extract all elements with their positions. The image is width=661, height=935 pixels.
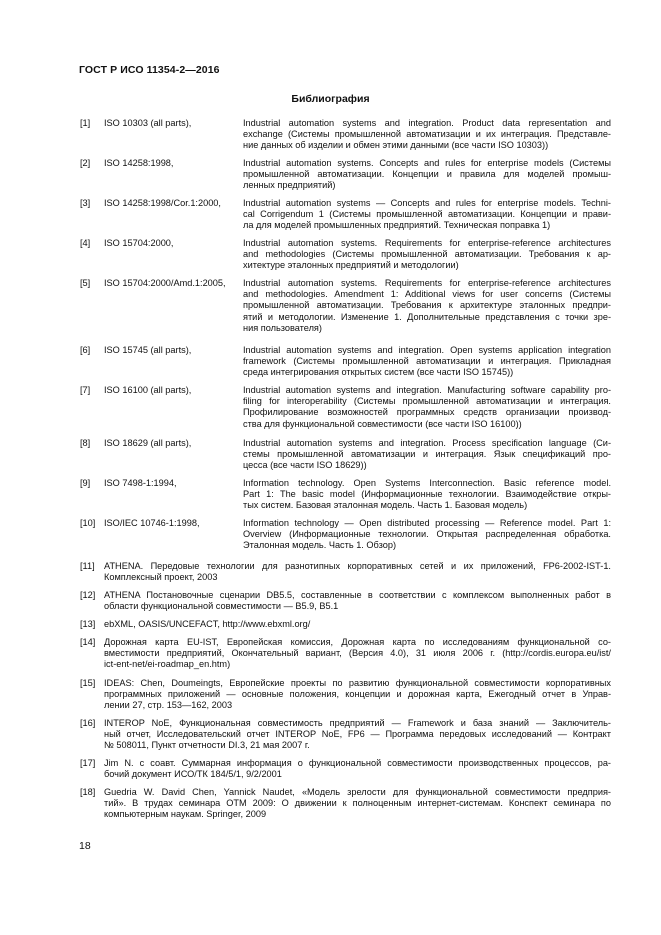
entry-standard-code: ISO 7498-1:1994, [104, 478, 177, 488]
entry-number: [1] [80, 118, 91, 128]
entry-text-line: области функциональной совместимости — B5.9, B5.1 [104, 601, 339, 612]
entry-text [104, 718, 611, 752]
entry-text-line: ленных предприятий) [243, 180, 336, 191]
entry-number: [7] [80, 385, 91, 395]
entry-text-line: ATHENA Постановочные сценарии DB5.5, составленные в соответствии с комплексом выполненных работ в [104, 590, 611, 600]
entry-text-line: ла для моделей промышленных предприятий. Техническая поправка 1) [243, 220, 551, 231]
entry-text-line: лении 27, стр. 153—162, 2003 [104, 700, 233, 711]
entry-number: [16] [80, 718, 96, 728]
entry-number: [12] [80, 590, 96, 600]
entry-number: [18] [80, 787, 96, 797]
entry-number: [13] [80, 619, 96, 629]
entry-standard-code: ISO 15745 (all parts), [104, 345, 192, 355]
entry-text-line: компьютерным наукам. Springer, 2009 [104, 809, 267, 820]
entry-number: [15] [80, 678, 96, 688]
entry-text [243, 478, 611, 512]
entry-text-line: Профилирование возможностей программных средств организации производ- [243, 407, 611, 418]
entry-text-line: Эталонная модель. Часть 1. Обзор) [243, 540, 397, 551]
entry-text-line: бочий документ ИСО/ТК 184/5/1, 9/2/2001 [104, 769, 282, 780]
entry-text-line: стемы промышленной автоматизации и интеграция. Язык спецификаций про- [243, 449, 611, 460]
entry-text-line: Part 1: The basic model (Информационные технологии. Взаимодействие откры- [243, 489, 611, 500]
entry-standard-code: ISO 15704:2000, [104, 238, 174, 248]
entry-text-line: Industrial automation systems and integration. Manufacturing software capability pro- [243, 385, 611, 395]
entry-text [104, 637, 611, 671]
entry-text-line: вместимости предприятий, Окончательный вариант, (Версия 4.0), 31 июля 2006 г. (http://cordis.europa.eu/ist/ [104, 648, 611, 659]
entry-number: [8] [80, 438, 91, 448]
entry-standard-code: ISO/IEC 10746-1:1998, [104, 518, 200, 528]
entry-text [104, 758, 611, 780]
entry-text-line: Industrial automation systems and integration. Process specification language (Си- [243, 438, 611, 448]
entry-text-line: Industrial automation systems and integration. Open systems application integration [243, 345, 611, 355]
entry-text-line: Industrial automation systems — Concepts and rules for enterprise models. Techni- [243, 198, 611, 208]
entry-text-line: среда интегрирования открытых систем (все части ISO 15745)) [243, 367, 514, 378]
entry-text-line: ict-ent-net/ei-roadmap_en.htm) [104, 659, 231, 670]
entry-text-line: and methodologies. Amendment 1: Additional views for user concerns (Системы [243, 289, 611, 300]
entry-text [243, 518, 611, 552]
entry-text-line: Industrial automation systems. Concepts and rules for enterprise models (Системы [243, 158, 611, 168]
entry-text-line: Комплексный проект, 2003 [104, 572, 218, 583]
entry-text-line: Дорожная карта EU-IST, Европейская комиссия, Дорожная карта по исследованиям функциональной со- [104, 637, 611, 647]
entry-text [243, 118, 611, 152]
entry-text-line: exchange (Системы промышленной автоматизации и их интеграция. Представле- [243, 129, 611, 140]
entry-text-line: хитектуре эталонных предприятий и методологии) [243, 260, 459, 271]
entry-text-line: тий». В трудах семинара ОТМ 2009: О движении к полноценным интернет-системам. Конспект семинара по [104, 798, 611, 809]
entry-text [243, 345, 611, 379]
entry-standard-code: ISO 18629 (all parts), [104, 438, 192, 448]
entry-standard-code: ISO 16100 (all parts), [104, 385, 192, 395]
page-title: Библиография [291, 93, 370, 105]
entry-text-line: cal Corrigendum 1 (Системы промышленной автоматизации. Концепции и прави- [243, 209, 611, 220]
entry-standard-code: ISO 15704:2000/Amd.1:2005, [104, 278, 226, 288]
entry-text-line: Jim N. с соавт. Суммарная информация о функциональной совместимости производственных процессов, ра- [104, 758, 611, 768]
entry-text [243, 238, 611, 272]
entry-text-line: ния пользователя) [243, 322, 322, 333]
entry-number: [4] [80, 238, 91, 248]
entry-text [243, 438, 611, 472]
entry-text-line: программных приложений — основные положения, концепции и дорожная карта, Ежегодный отчет в Управ- [104, 689, 611, 700]
entry-text-line: Information technology. Open Systems Interconnection. Basic reference model. [243, 478, 611, 488]
entry-text-line: ный отчет, Исследовательский отчет INTEROP NoE, FP6 — Программа передовых исследований — Контракт [104, 729, 611, 740]
entry-text-line: and methodologies (Системы промышленной автоматизации. Требования к ар- [243, 249, 611, 260]
entry-text-line: Information technology — Open distributed processing — Reference model. Part 1: [243, 518, 611, 528]
entry-text-line: IDEAS: Chen, Doumeingts, Европейские проекты по развитию функциональной совместимости корпоративных [104, 678, 611, 688]
entry-number: [6] [80, 345, 91, 355]
entry-text-line: тых систем. Базовая эталонная модель. Часть 1. Базовая модель) [243, 500, 528, 511]
entry-text-line: ятий и методологии. Изменение 1. Дополнительные представления с точки зре- [243, 311, 611, 322]
entry-standard-code: ISO 14258:1998, [104, 158, 174, 168]
entry-number: [10] [80, 518, 96, 528]
entry-text-line: Industrial automation systems. Requirements for enterprise-reference architectures [243, 278, 611, 288]
entry-standard-code: ISO 10303 (all parts), [104, 118, 192, 128]
entry-number: [9] [80, 478, 91, 488]
entry-text-line: цесса (все части ISO 18629)) [243, 460, 367, 471]
entry-text [243, 385, 611, 430]
entry-text-line: framework (Системы промышленной автоматизации и интеграция. Прикладная [243, 356, 611, 367]
entry-text-line: ATHENA. Передовые технологии для разнотипных корпоративных сетей и их приложений, FP6-2002-IST-1. [104, 561, 611, 571]
entry-text-line: Guedria W. David Chen, Yannick Naudet, «Модель зрелости для функциональной совместимости предприя- [104, 787, 611, 797]
page-number: 18 [79, 840, 91, 852]
entry-text-line: INTEROP NoE, Функциональная совместимость предприятий — Framework и база знаний — Заключитель- [104, 718, 611, 728]
entry-text-line: ние данных об изделии и обмен этими данными (все части ISO 10303)) [243, 140, 549, 151]
entry-text [243, 158, 611, 192]
entry-text [104, 678, 611, 712]
entry-text-line: промышленной автоматизации. Концепции и правила для моделей промыш- [243, 169, 611, 180]
entry-text-line: № 508011, Пункт отчетности DI.3, 21 мая 2007 г. [104, 740, 310, 751]
entry-text-line: Industrial automation systems and integration. Product data representation and [243, 118, 611, 128]
entry-text-line: промышленной автоматизации. Требования к архитектуре эталонных предпри- [243, 300, 611, 311]
entry-text [104, 561, 611, 583]
entry-text [243, 278, 611, 334]
entry-standard-code: ISO 14258:1998/Cor.1:2000, [104, 198, 221, 208]
entry-text [104, 619, 611, 630]
entry-text [104, 787, 611, 821]
entry-text [104, 590, 611, 612]
document-header: ГОСТ Р ИСО 11354-2—2016 [79, 64, 220, 76]
entry-text [243, 198, 611, 232]
entry-number: [11] [80, 561, 95, 571]
entry-text-line: ства для функциональной совместимости (все части ISO 16100)) [243, 418, 522, 429]
entry-text-line: Industrial automation systems. Requirements for enterprise-reference architectures [243, 238, 611, 248]
entry-text-line: ebXML, OASIS/UNCEFACT, http://www.ebxml.org/ [104, 619, 311, 629]
entry-number: [3] [80, 198, 91, 208]
entry-text-line: Overview (Информационные технологии. Открытая распределенная обработка. [243, 529, 611, 540]
entry-number: [5] [80, 278, 91, 288]
entry-number: [2] [80, 158, 91, 168]
entry-number: [17] [80, 758, 96, 768]
entry-text-line: filing for interoperability (Системы промышленной автоматизации и интеграция. [243, 396, 611, 407]
entry-number: [14] [80, 637, 96, 647]
